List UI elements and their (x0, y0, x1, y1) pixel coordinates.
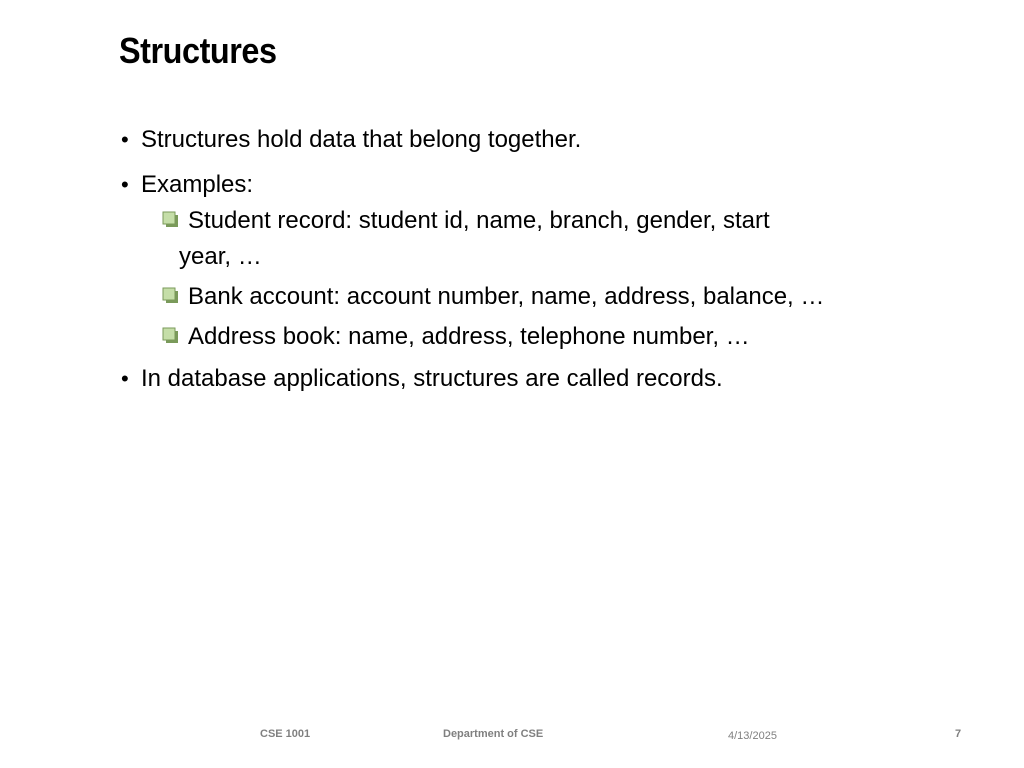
sub-bullet-text: Address book: name, address, telephone number, … (188, 323, 750, 350)
checkbox-square-icon (162, 211, 179, 228)
checkbox-square-icon (162, 327, 179, 344)
footer-course: CSE 1001 (260, 728, 311, 740)
bullet-text: Examples: (141, 171, 254, 198)
checkbox-square-icon (162, 287, 179, 304)
bullet-list (121, 122, 981, 406)
bullet-item (121, 361, 981, 397)
sub-bullet-text: Bank account: account number, name, address, balance, … (188, 283, 825, 310)
sub-bullet-continuation: year, … (179, 243, 262, 270)
sub-bullet-item (121, 319, 908, 355)
bullet-marker: • (121, 172, 129, 197)
bullet-marker: • (121, 127, 129, 152)
sub-bullet-list (121, 203, 981, 355)
footer-date: 4/13/2025 (728, 730, 777, 742)
bullet-item (121, 167, 981, 203)
footer-page-number: 7 (955, 728, 962, 740)
slide-title: Structures (119, 30, 277, 71)
sub-bullet-item (121, 279, 908, 315)
bullet-text: Structures hold data that belong together. (141, 126, 582, 153)
footer-department: Department of CSE (443, 728, 544, 740)
bullet-marker: • (121, 366, 129, 391)
bullet-text: In database applications, structures are called records. (141, 365, 723, 392)
sub-bullet-text: Student record: student id, name, branch, gender, start (188, 207, 770, 234)
sub-bullet-group (121, 203, 981, 355)
bullet-item (121, 122, 981, 158)
sub-bullet-item (121, 203, 908, 275)
